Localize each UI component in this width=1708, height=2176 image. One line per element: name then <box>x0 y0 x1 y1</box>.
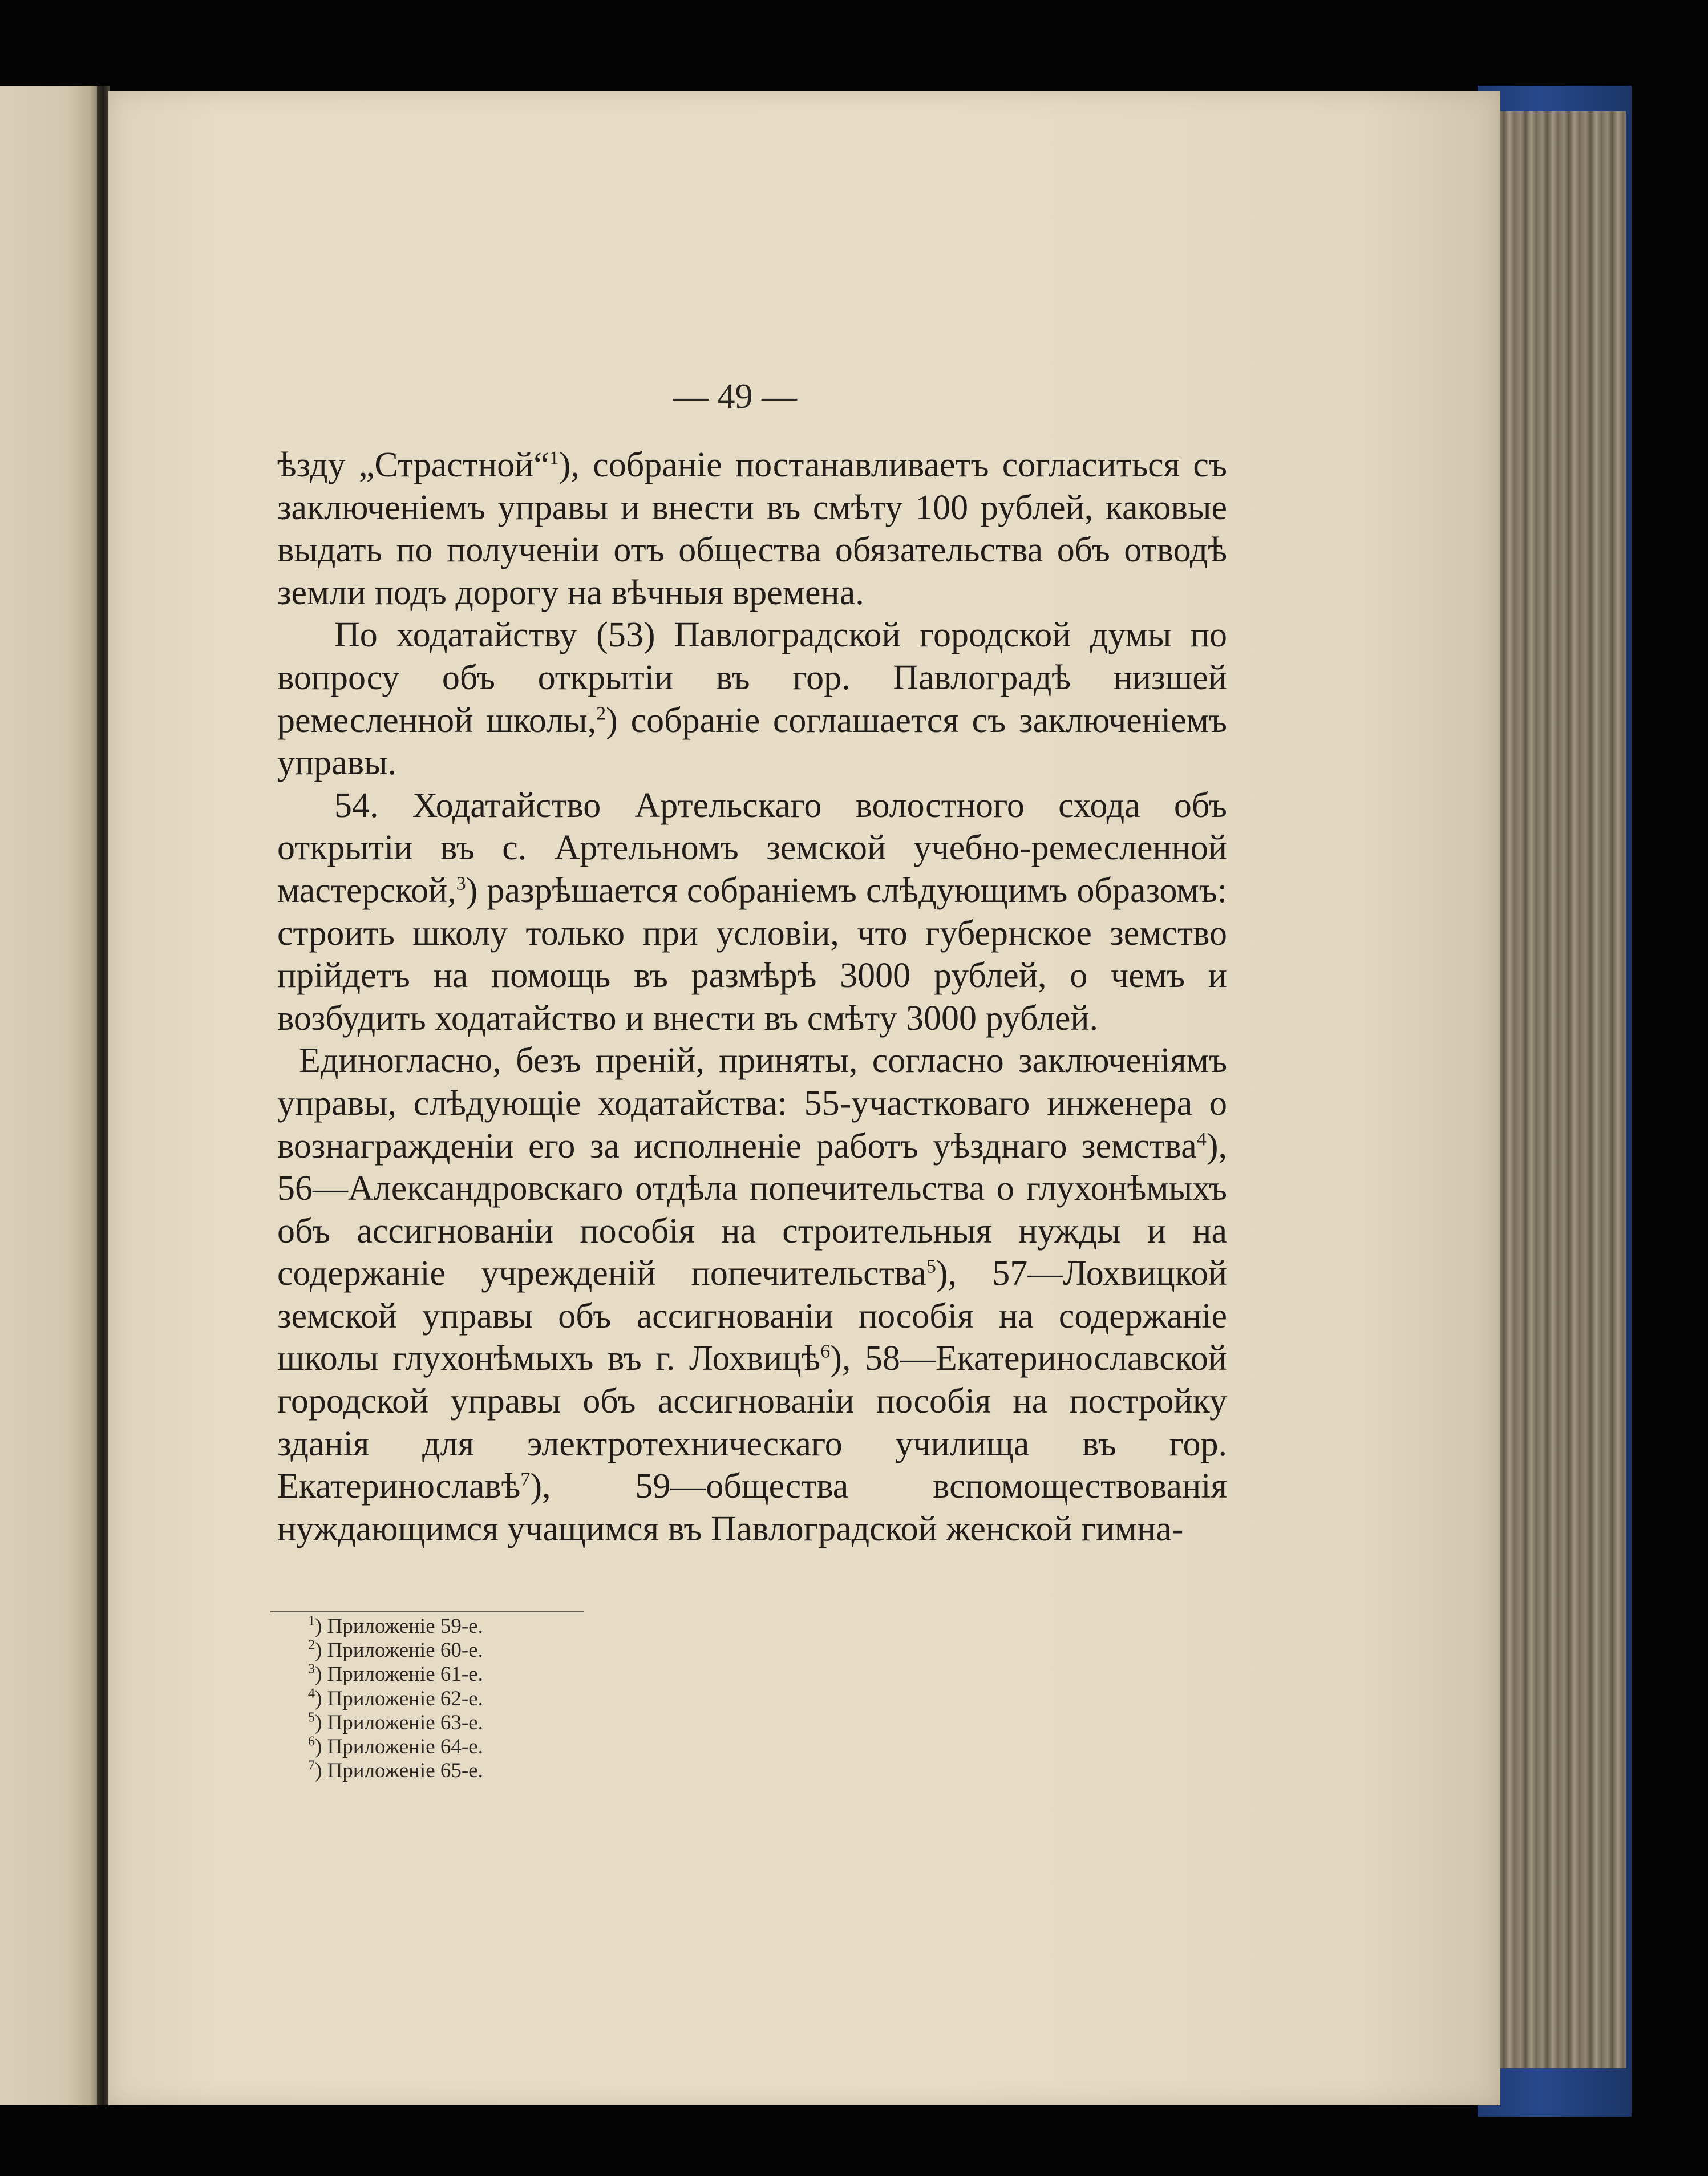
footnote-divider <box>270 1611 584 1612</box>
footnotes <box>308 1615 483 1783</box>
text-run: ) разрѣшается собраніемъ слѣдующимъ образомъ: строить школу только при условіи, что губернское земство прійдетъ на помощь въ размѣрѣ 3000 рублей, о чемъ и возбудить ходатайство и внести въ смѣту 3000 рублей. <box>277 871 1227 1038</box>
footnote-marker: 3 <box>456 873 466 895</box>
footnote: $^3$) Приложеніе 61-е. <box>308 1662 483 1686</box>
text-run: ), 59—общества вспомоществованія нуждающимся учащимся въ Павлоградской женской гимна- <box>277 1467 1227 1548</box>
text-run: По ходатайству (53) Павлоградской городской думы по вопросу объ открытіи въ гор. Павлоградѣ низшей ремесленной школы, <box>277 616 1227 740</box>
text-run: ), 58—Екатеринославской городской управы объ ассигнованіи пособія на постройку зданія для электротехническаго училища въ гор. Екатеринославѣ <box>277 1339 1227 1506</box>
book-page <box>108 91 1500 2105</box>
footnote: $^6$) Приложеніе 64-е. <box>308 1734 483 1759</box>
footnote: $^1$) Приложеніе 59-е. <box>308 1613 483 1638</box>
footnote: $^2$) Приложеніе 60-е. <box>308 1637 483 1663</box>
body-text <box>277 444 1227 1550</box>
footnote-marker: 1 <box>549 447 559 469</box>
text-run: Единогласно, безъ преній, приняты, согласно заключеніямъ управы, слѣдующіе ходатайства: 55-участковаго инженера о вознагражденіи его за исполненіе работъ уѣзднаго земства <box>277 1041 1227 1166</box>
text-run: ), 57—Лохвицкой земской управы объ ассигнованіи пособія на содержаніе школы глухонѣмыхъ въ г. Лохвицѣ <box>277 1254 1227 1378</box>
text-run: 54. Ходатайство Артельскаго волостного схода объ открытіи въ с. Артельномъ земской учебно-ремесленной мастерской, <box>277 786 1227 910</box>
paragraph-4 <box>277 1040 1227 1550</box>
footnote: $^4$) Приложеніе 62-е. <box>308 1686 483 1710</box>
footnote-marker: 5 <box>926 1256 936 1277</box>
page-number: — 49 — <box>673 377 797 416</box>
footnote-marker: 7 <box>520 1469 531 1490</box>
previous-page-edge <box>0 86 98 2105</box>
footnote-marker: 2 <box>596 702 606 724</box>
paragraph-1 <box>277 444 1227 614</box>
paragraph-2 <box>277 614 1227 784</box>
page-stack-edges <box>1494 111 1626 2068</box>
footnote: $^7$) Приложеніе 65-е. <box>308 1758 483 1783</box>
text-run: ѣзду „Страстной“ <box>277 446 549 484</box>
paragraph-3 <box>277 784 1227 1040</box>
text-run: ), 56—Александровскаго отдѣла попечительства о глухонѣмыхъ объ ассигнованіи пособія на строительныя нужды и на содержаніе учрежденій попечительства <box>277 1126 1227 1293</box>
text-run: ) собраніе соглашается съ заключеніемъ управы. <box>277 701 1227 783</box>
book-gutter <box>97 86 110 2105</box>
footnote: $^5$) Приложеніе 63-е. <box>308 1710 483 1734</box>
text-run: ), собраніе постанавливаетъ согласиться съ заключеніемъ управы и внести въ смѣту 100 рублей, каковые выдать по полученіи отъ общества обязательства объ отводѣ земли подъ дорогу на вѣчныя времена. <box>277 446 1227 612</box>
footnote-marker: 6 <box>820 1341 831 1362</box>
footnote-marker: 4 <box>1196 1128 1207 1150</box>
